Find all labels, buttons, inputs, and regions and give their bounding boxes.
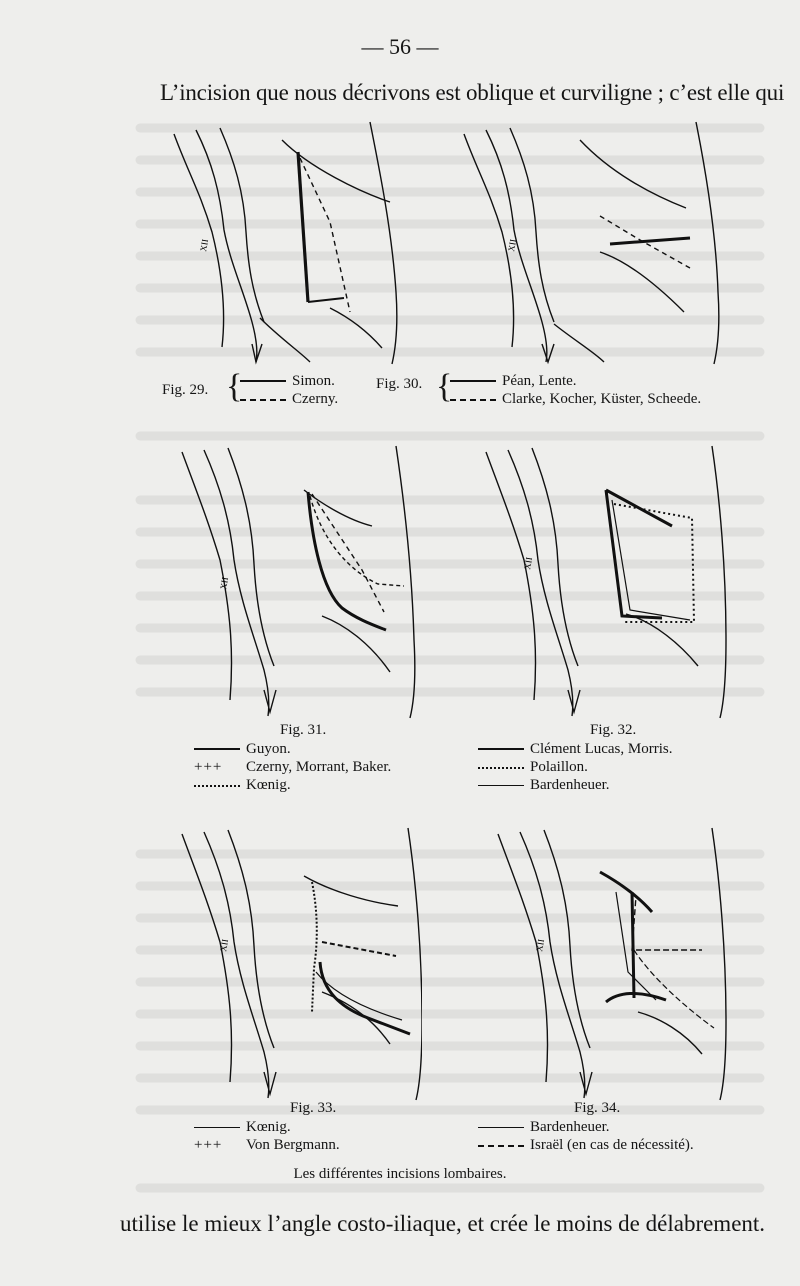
brace: { [436, 368, 453, 405]
legend-entry: Bardenheuer. [530, 776, 610, 793]
fig34-label: Fig. 34. [574, 1100, 621, 1116]
rib-label: XII [218, 576, 231, 591]
fig32-illustration [476, 440, 736, 720]
page-number: — 56 — [361, 34, 439, 59]
fig31-illustration [172, 440, 422, 720]
legend-entry: Polaillon. [530, 758, 588, 775]
fig30-illustration [450, 112, 740, 370]
plus-symbol: +++ [194, 759, 223, 775]
legend-entry: Péan, Lente. [502, 372, 577, 389]
rib-label: XII [198, 238, 211, 253]
fig30-legend [450, 372, 701, 408]
rib-label: XII [522, 556, 535, 571]
rib-label: XII [506, 238, 519, 253]
legend-entry: Czerny. [292, 390, 339, 407]
legend-entry: Kœnig. [246, 776, 291, 793]
legend-entry: Clarke, Kocher, Küster, Scheede. [502, 390, 702, 407]
fig34-legend [478, 1118, 694, 1154]
plus-symbol: +++ [194, 1137, 223, 1153]
legend-entry: Von Bergmann. [246, 1136, 340, 1153]
fig33-legend [194, 1118, 340, 1154]
rib-label: XII [534, 938, 547, 953]
fig34-illustration [488, 822, 738, 1102]
legend-entry: Clément Lucas, Morris. [530, 740, 673, 757]
fig31-legend [194, 740, 391, 794]
fig33-illustration [172, 822, 422, 1102]
fig29-illustration [160, 112, 410, 370]
fig30-label: Fig. 30. [376, 376, 423, 392]
legend-entry: Simon. [292, 372, 335, 389]
fig31-label: Fig. 31. [280, 722, 327, 738]
fig32-label: Fig. 32. [590, 722, 637, 738]
fig29-label: Fig. 29. [162, 382, 209, 398]
legend-entry: Israël (en cas de nécessité). [530, 1136, 694, 1153]
legend-entry: Guyon. [246, 740, 291, 757]
fig32-legend [478, 740, 672, 794]
legend-entry: Bardenheuer. [530, 1118, 610, 1135]
body-text-top: L’incision que nous décrivons est oblique et curviligne ; c’est elle qui [160, 80, 785, 105]
legend-entry: Czerny, Morrant, Baker. [246, 758, 392, 775]
plate-caption: Les différentes incisions lombaires. [293, 1166, 507, 1182]
legend-entry: Kœnig. [246, 1118, 291, 1135]
body-text-bottom: utilise le mieux l’angle costo-iliaque, et crée le moins de délabrement. [120, 1211, 766, 1236]
fig33-label: Fig. 33. [290, 1100, 337, 1116]
fig29-legend [240, 372, 338, 408]
brace: { [226, 368, 243, 405]
rib-label: XII [218, 938, 231, 953]
